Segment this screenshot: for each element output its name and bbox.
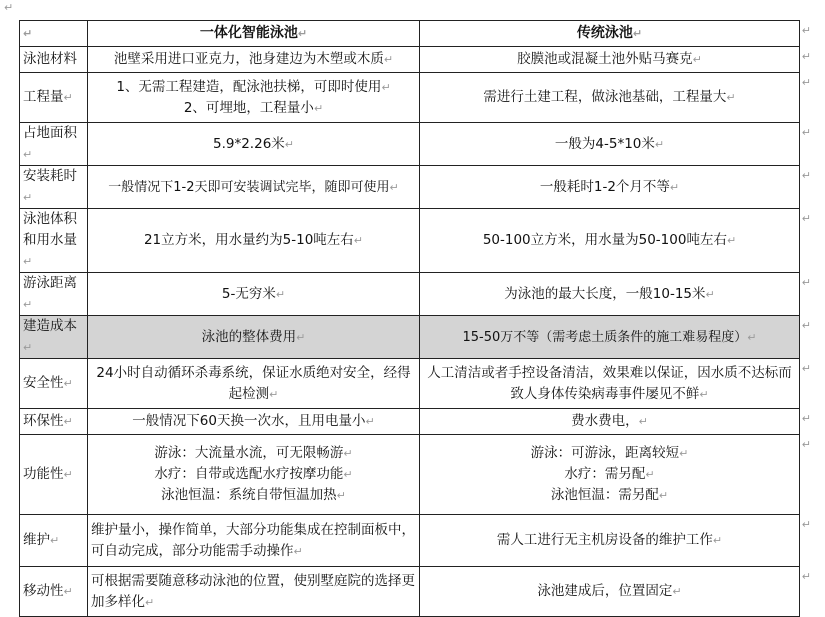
table-row — [20, 73, 800, 123]
table-row — [20, 273, 800, 316]
smart-pool-cell: 池壁采用进口亚克力，池身建边为木塑或木质↵ — [88, 47, 420, 73]
traditional-pool-cell: 泳池建成后，位置固定↵ — [420, 567, 800, 617]
traditional-pool-cell: 人工清洁或者手控设备清洁，效果难以保证，因水质不达标而致人身体传染病毒事件屡见不鲜↵ — [420, 359, 800, 409]
traditional-pool-cell: 需进行土建工程，做泳池基础，工程量大↵ — [420, 73, 800, 123]
smart-pool-cell: 5-无穷米↵ — [88, 273, 420, 316]
row-label: 泳池体积和用水量↵ — [20, 209, 88, 273]
table-row — [20, 47, 800, 73]
header-empty-cell: ↵ — [20, 21, 88, 47]
row-end-mark: ↵ — [801, 517, 811, 531]
traditional-pool-cell: 为泳池的最大长度，一般10-15米↵ — [420, 273, 800, 316]
header-traditional-pool: 传统泳池↵ — [420, 21, 800, 47]
row-label: 移动性↵ — [20, 567, 88, 617]
row-label: 游泳距离↵ — [20, 273, 88, 316]
table-row — [20, 209, 800, 273]
row-end-mark: ↵ — [801, 49, 811, 63]
traditional-pool-cell: 15-50万不等（需考虑土质条件的施工难易程度）↵ — [420, 316, 800, 359]
row-label: 建造成本↵ — [20, 316, 88, 359]
row-end-mark: ↵ — [801, 411, 811, 425]
traditional-pool-cell: 费水费电，↵ — [420, 409, 800, 435]
smart-pool-cell: 5.9*2.26米↵ — [88, 123, 420, 166]
comparison-table — [19, 20, 800, 617]
table-row — [20, 435, 800, 515]
smart-pool-cell: 泳池的整体费用↵ — [88, 316, 420, 359]
smart-pool-cell: 维护量小，操作简单，大部分功能集成在控制面板中，可自动完成，部分功能需手动操作↵ — [88, 515, 420, 567]
row-label: 环保性↵ — [20, 409, 88, 435]
table-row — [20, 123, 800, 166]
row-label: 安装耗时↵ — [20, 166, 88, 209]
table-row — [20, 567, 800, 617]
table-row — [20, 166, 800, 209]
row-label: 功能性↵ — [20, 435, 88, 515]
smart-pool-cell: 一般情况下1-2天即可安装调试完毕，随即可使用↵ — [88, 166, 420, 209]
traditional-pool-cell: 需人工进行无主机房设备的维护工作↵ — [420, 515, 800, 567]
table-row — [20, 359, 800, 409]
paragraph-mark: ↵ — [4, 1, 14, 14]
header-smart-pool: 一体化智能泳池↵ — [88, 21, 420, 47]
table-header-row — [20, 21, 800, 47]
smart-pool-cell: 1、无需工程建造，配泳池扶梯，可即时使用↵ 2、可埋地，工程量小↵ — [88, 73, 420, 123]
row-end-mark: ↵ — [801, 275, 811, 289]
row-end-mark: ↵ — [801, 168, 811, 182]
row-end-mark: ↵ — [801, 318, 811, 332]
smart-pool-cell: 可根据需要随意移动泳池的位置，使别墅庭院的选择更加多样化↵ — [88, 567, 420, 617]
smart-pool-cell: 一般情况下60天换一次水，且用电量小↵ — [88, 409, 420, 435]
row-end-mark: ↵ — [801, 23, 811, 37]
table-row — [20, 409, 800, 435]
row-end-mark: ↵ — [801, 569, 811, 583]
traditional-pool-cell: 游泳：可游泳，距离较短↵ 水疗：需另配↵ 泳池恒温：需另配↵ — [420, 435, 800, 515]
traditional-pool-cell: 一般为4-5*10米↵ — [420, 123, 800, 166]
smart-pool-cell: 21立方米，用水量约为5-10吨左右↵ — [88, 209, 420, 273]
row-label: 占地面积↵ — [20, 123, 88, 166]
table-row-highlighted — [20, 316, 800, 359]
traditional-pool-cell: 胶膜池或混凝土池外贴马赛克↵ — [420, 47, 800, 73]
table-row — [20, 515, 800, 567]
row-label: 泳池材料 — [20, 47, 88, 73]
traditional-pool-cell: 50-100立方米，用水量为50-100吨左右↵ — [420, 209, 800, 273]
smart-pool-cell: 游泳：大流量水流，可无限畅游↵ 水疗：自带或选配水疗按摩功能↵ 泳池恒温：系统自带恒温加热↵ — [88, 435, 420, 515]
row-end-mark: ↵ — [801, 125, 811, 139]
traditional-pool-cell: 一般耗时1-2个月不等↵ — [420, 166, 800, 209]
row-end-mark: ↵ — [801, 361, 811, 375]
row-label: 安全性↵ — [20, 359, 88, 409]
smart-pool-cell: 24小时自动循环杀毒系统，保证水质绝对安全，经得起检测↵ — [88, 359, 420, 409]
row-end-mark: ↵ — [801, 75, 811, 89]
row-label: 维护↵ — [20, 515, 88, 567]
row-end-mark: ↵ — [801, 437, 811, 451]
row-end-mark: ↵ — [801, 211, 811, 225]
row-label: 工程量↵ — [20, 73, 88, 123]
